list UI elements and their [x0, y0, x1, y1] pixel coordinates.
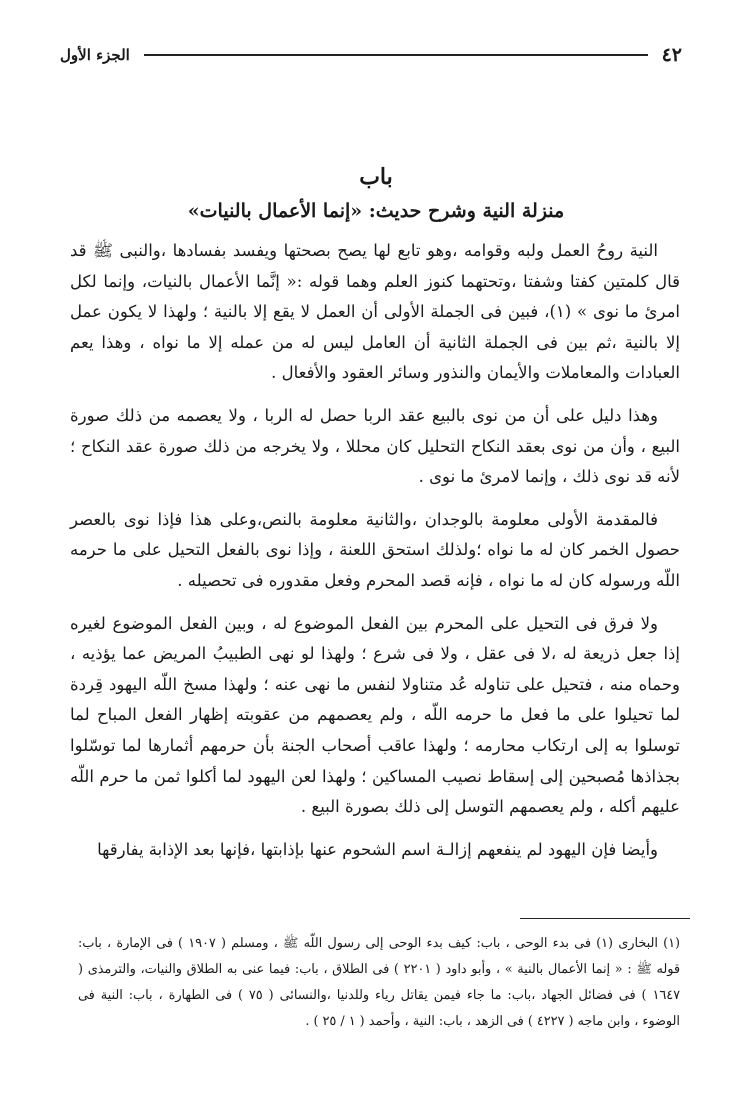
paragraph: ولا فرق فى التحيل على المحرم بين الفعل الموضوع له ، وبين الفعل الموضوع لغيره إذا جعل ذريعة له ،لا فى عقل ، ولا فى شرع ؛ ولهذا لو نهى الطبيبُ المريض عما يؤذيه ، وحماه منه ، فتحيل على تناوله عُد متناولا لنفس ما نهى عنه ؛ ولهذا مسخ اللّه اليهود قِردة لما تحيلوا على ما فعل ما حرمه اللّه ، ولم يعصمهم من عقوبته إظهار الفعل المباح لما توسلوا به إلى ارتكاب محارمه ؛ ولهذا عاقب أصحاب الجنة بأن حرمهم أثمارها لما توسّلوا بجذاذها مُصبحين إلى إسقاط نصيب المساكين ؛ ولهذا لعن اليهود لما أكلوا ثمن ما حرم اللّه عليهم أكله ، ولم يعصمهم التوسل إلى ذلك بصورة البيع .	[70, 613, 680, 817]
paragraph: النية روحُ العمل ولبه وقوامه ،وهو تابع لها يصح بصحتها ويفسد بفسادها ،والنبى ﷺ قد قال كلمتين كفتا وشفتا ،وتحتهما كنوز العلم وهما قوله :« إنَّما الأعمال بالنيات، وإنما لكل امرئ ما نوى » (١)، فبين فى الجملة الأولى أن العمل لا يقع إلا بالنية ؛ ولهذا لا يكون عمل إلا بالنية ،ثم بين فى الجملة الثانية أن العامل ليس له من عمله إلا ما نواه ، وهذا يعم العبادات والمعاملات والأيمان والنذور وسائر العقود والأفعال .	[70, 241, 680, 383]
volume-title: الجزء الأول	[60, 46, 130, 64]
footnote: (١) البخارى (١) فى بدء الوحى ، باب: كيف بدء الوحى إلى رسول اللّه ﷺ ، ومسلم ( ١٩٠٧ ) فى الإمارة ، باب: قوله ﷺ : « إنما الأعمال بالنية » ، وأبو داود ( ٢٢٠١ ) فى الطلاق ، باب: فيما عنى به الطلاق والنيات، والترمذى ( ١٦٤٧ ) فى فضائل الجهاد ،باب: ما جاء فيمن يقاتل رياء وللدنيا ،والنسائى ( ٧٥ ) فى الطهارة ، باب: النية فى الوضوء ، وابن ماجه ( ٤٢٢٧ ) فى الزهد ، باب: النية ، وأحمد ( ١ / ٢٥ ) .	[78, 936, 681, 1029]
chapter-heading	[60, 160, 692, 228]
footnote-separator	[520, 918, 690, 919]
running-header	[60, 40, 682, 70]
paragraph: فالمقدمة الأولى معلومة بالوجدان ،والثانية معلومة بالنص،وعلى هذا فإذا نوى بالعصر حصول الخمر كان له ما نواه ؛ولذلك استحق اللعنة ، وإذا نوى بالفعل التحيل على ما حرمه اللّه ورسوله كان له ما نواه ، فإنه قصد المحرم وفعل مقدوره فى تحصيله .	[70, 509, 680, 590]
paragraph: وهذا دليل على أن من نوى بالبيع عقد الربا حصل له الربا ، ولا يعصمه من ذلك صورة البيع ، وأن من نوى بعقد النكاح التحليل كان محللا ، ولا يخرجه من ذلك صورة عقد النكاح ؛ لأنه قد نوى ذلك ، وإنما لامرئ ما نوى .	[70, 405, 680, 487]
header-rule	[144, 54, 648, 56]
paragraph: وأيضا فإن اليهود لم ينفعهم إزالـة اسم الشحوم عنها بإذابتها ،فإنها بعد الإذابة يفارقها	[97, 839, 658, 859]
chapter-label: باب	[359, 164, 393, 190]
footnotes	[78, 931, 680, 1035]
page-number: ٤٢	[661, 44, 682, 66]
chapter-title: منزلة النية وشرح حديث: «إنما الأعمال بالنيات»	[187, 200, 565, 222]
body-text	[70, 236, 680, 877]
